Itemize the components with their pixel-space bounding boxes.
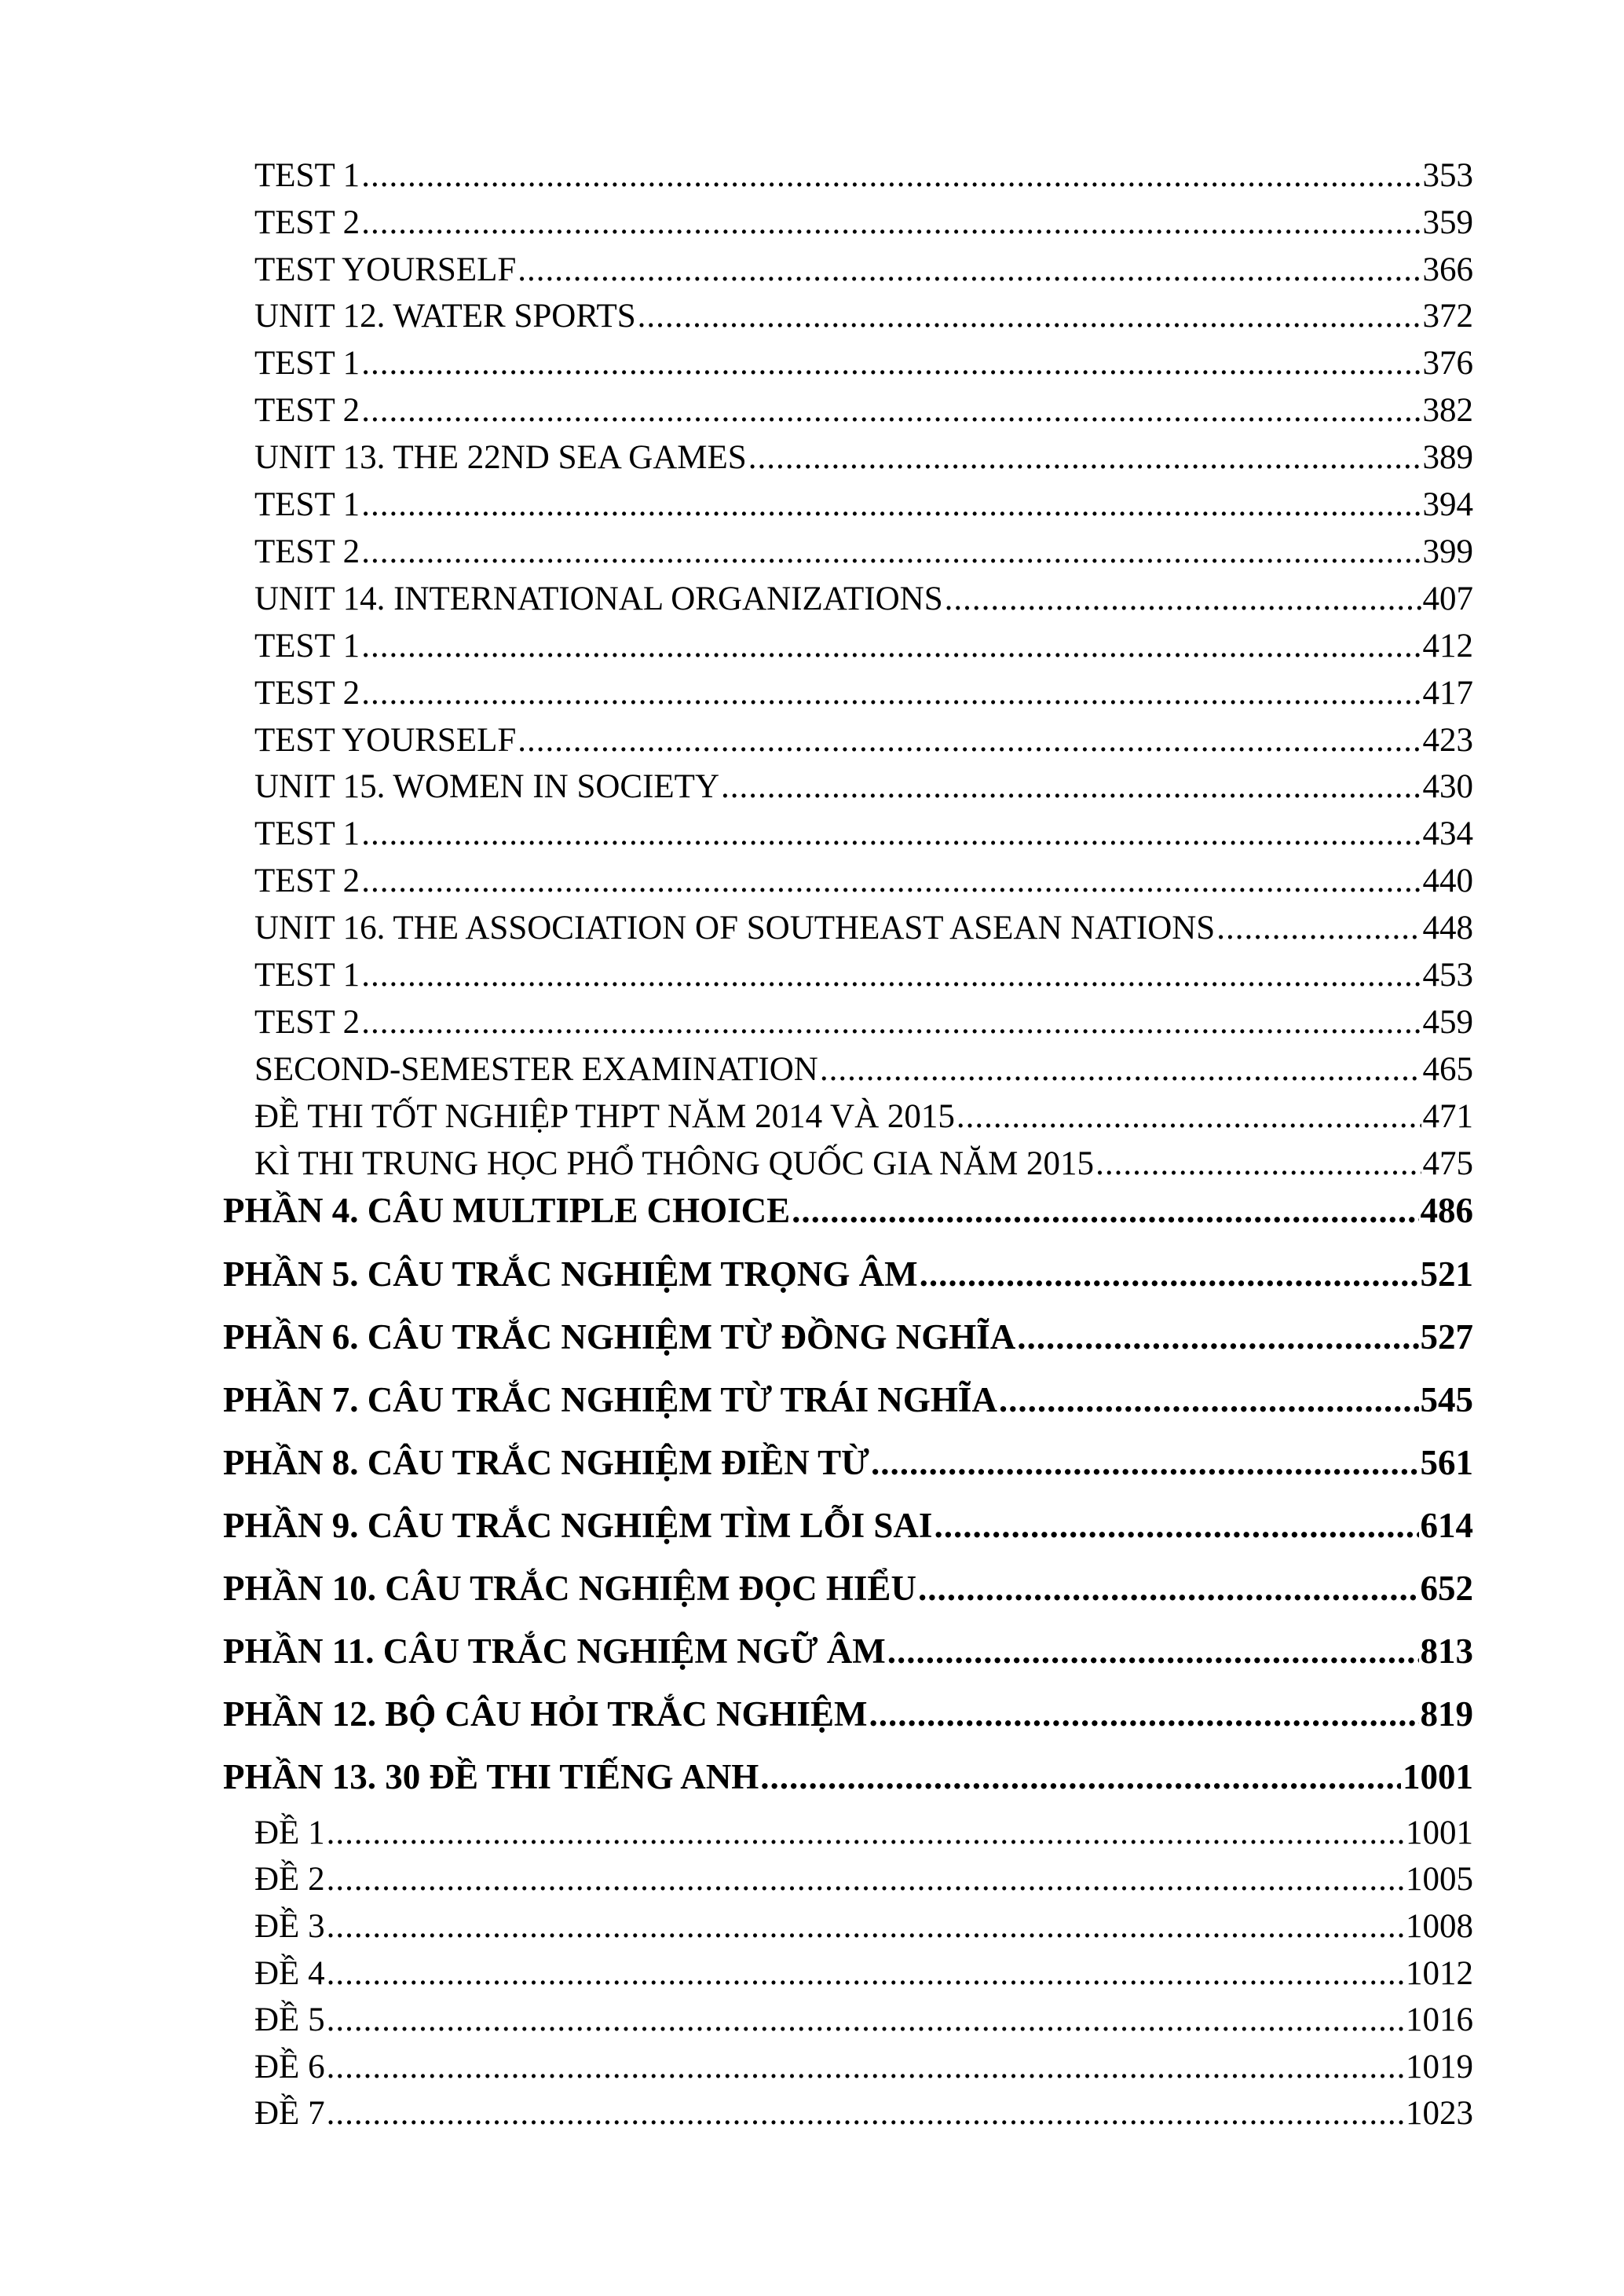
toc-entry-title: UNIT 16. THE ASSOCIATION OF SOUTHEAST ASEAN NATIONS xyxy=(254,910,1216,947)
dot-leader xyxy=(792,1193,1418,1229)
toc-entry-title: KÌ THI TRUNG HỌC PHỔ THÔNG QUỐC GIA NĂM 2015 xyxy=(254,1144,1095,1182)
toc-entry-title: PHẦN 5. CÂU TRẮC NGHIỆM TRỌNG ÂM xyxy=(223,1254,918,1294)
toc-entry-title: TEST 1 xyxy=(254,345,360,383)
toc-entry-title: UNIT 14. INTERNATIONAL ORGANIZATIONS xyxy=(254,580,943,617)
toc-entry-page-number: 1019 xyxy=(1406,2048,1473,2085)
toc-entry-title: ĐỀ THI TỐT NGHIỆP THPT NĂM 2014 VÀ 2015 xyxy=(254,1097,955,1135)
dot-leader xyxy=(869,1697,1418,1732)
toc-entry-title: TEST 1 xyxy=(254,957,360,994)
toc-entry-page-number: 1023 xyxy=(1406,2095,1473,2133)
toc-entry-title: ĐỀ 7 xyxy=(254,2095,325,2133)
toc-entry[interactable] xyxy=(254,911,1473,945)
dot-leader xyxy=(945,582,1421,616)
toc-entry-page-number: 453 xyxy=(1422,957,1473,994)
toc-entry-page-number: 434 xyxy=(1422,815,1473,853)
toc-entry-page-number: 440 xyxy=(1422,862,1473,900)
dot-leader xyxy=(327,2003,1404,2037)
toc-entry-title: UNIT 15. WOMEN IN SOCIETY xyxy=(254,768,720,806)
toc-entry-page-number: 1016 xyxy=(1406,2001,1473,2039)
toc-entry-title: TEST YOURSELF xyxy=(254,721,517,759)
toc-entry-page-number: 389 xyxy=(1422,439,1473,477)
toc-entry[interactable] xyxy=(254,488,1473,522)
toc-entry-title: PHẦN 6. CÂU TRẮC NGHIỆM TỪ ĐỒNG NGHĨA xyxy=(223,1317,1016,1357)
toc-entry[interactable] xyxy=(254,203,1473,241)
toc-entry-page-number: 459 xyxy=(1422,1003,1473,1041)
toc-entry[interactable] xyxy=(254,1050,1473,1088)
toc-entry-page-number: 1008 xyxy=(1406,1907,1473,1945)
toc-entry-page-number: 412 xyxy=(1422,627,1473,665)
toc-section-entry[interactable] xyxy=(223,1317,1473,1357)
toc-entry-title: TEST 2 xyxy=(254,392,360,430)
toc-entry[interactable] xyxy=(254,1861,1473,1899)
toc-entry[interactable] xyxy=(254,1907,1473,1945)
dot-leader xyxy=(327,2050,1404,2084)
dot-leader xyxy=(638,299,1421,333)
toc-entry-title: ĐỀ 2 xyxy=(254,1861,325,1899)
toc-entry[interactable] xyxy=(254,439,1473,477)
toc-entry[interactable] xyxy=(254,582,1473,616)
toc-entry-title: ĐỀ 1 xyxy=(254,1814,325,1851)
toc-entry-page-number: 1012 xyxy=(1406,1954,1473,1992)
toc-entry-page-number: 430 xyxy=(1422,768,1473,806)
toc-entry[interactable] xyxy=(254,676,1473,710)
toc-entry-page-number: 486 xyxy=(1420,1191,1473,1231)
toc-entry-title: TEST YOURSELF xyxy=(254,251,517,288)
dot-leader xyxy=(820,1053,1421,1086)
dot-leader xyxy=(1095,1147,1421,1181)
toc-section-entry[interactable] xyxy=(223,1193,1473,1229)
toc-entry-title: PHẦN 4. CÂU MULTIPLE CHOICE xyxy=(223,1191,791,1231)
dot-leader xyxy=(327,1957,1404,1990)
toc-entry-title: PHẦN 12. BỘ CÂU HỎI TRẮC NGHIỆM xyxy=(223,1694,868,1734)
dot-leader xyxy=(361,864,1421,898)
toc-entry-page-number: 475 xyxy=(1422,1144,1473,1182)
toc-entry-page-number: 448 xyxy=(1422,910,1473,947)
toc-section-entry[interactable] xyxy=(223,1254,1473,1294)
dot-leader xyxy=(361,394,1421,427)
toc-entry-title: UNIT 12. WATER SPORTS xyxy=(254,298,636,335)
toc-section-entry[interactable] xyxy=(223,1506,1473,1546)
toc-entry-title: TEST 2 xyxy=(254,533,360,570)
toc-entry-page-number: 819 xyxy=(1420,1694,1473,1734)
toc-entry[interactable] xyxy=(254,770,1473,804)
toc-entry[interactable] xyxy=(254,1097,1473,1135)
toc-entry-page-number: 382 xyxy=(1422,392,1473,430)
dot-leader xyxy=(887,1634,1419,1669)
toc-section-entry[interactable] xyxy=(223,1382,1473,1418)
toc-entry-title: TEST 2 xyxy=(254,203,360,241)
toc-entry-page-number: 423 xyxy=(1422,721,1473,759)
dot-leader xyxy=(918,1571,1419,1606)
toc-entry-title: PHẦN 13. 30 ĐỀ THI TIẾNG ANH xyxy=(223,1757,759,1797)
dot-leader xyxy=(361,817,1421,851)
toc-entry[interactable] xyxy=(254,156,1473,194)
toc-entry-page-number: 366 xyxy=(1422,251,1473,288)
toc-entry-page-number: 614 xyxy=(1420,1506,1473,1546)
dot-leader xyxy=(327,1862,1404,1896)
toc-entry-title: PHẦN 9. CÂU TRẮC NGHIỆM TÌM LỖI SAI xyxy=(223,1506,933,1546)
toc-entry[interactable] xyxy=(254,299,1473,333)
toc-entry-page-number: 1001 xyxy=(1406,1814,1473,1851)
toc-entry[interactable] xyxy=(254,2095,1473,2133)
toc-entry-title: PHẦN 8. CÂU TRẮC NGHIỆM ĐIỀN TỪ xyxy=(223,1443,869,1483)
toc-entry-page-number: 527 xyxy=(1420,1317,1473,1357)
toc-entry-page-number: 372 xyxy=(1422,298,1473,335)
toc-entry-page-number: 545 xyxy=(1420,1380,1473,1420)
toc-entry-title: PHẦN 10. CÂU TRẮC NGHIỆM ĐỌC HIỂU xyxy=(223,1569,916,1609)
toc-entry-page-number: 407 xyxy=(1422,580,1473,617)
toc-entry[interactable] xyxy=(254,535,1473,569)
toc-entry[interactable] xyxy=(254,345,1473,383)
dot-leader xyxy=(361,488,1421,522)
toc-entry[interactable] xyxy=(254,1816,1473,1850)
toc-entry-title: TEST 2 xyxy=(254,862,360,900)
toc-entry-page-number: 813 xyxy=(1420,1631,1473,1672)
toc-entry-page-number: 394 xyxy=(1422,486,1473,524)
toc-entry[interactable] xyxy=(254,1954,1473,1992)
toc-entry-page-number: 521 xyxy=(1420,1254,1473,1294)
dot-leader xyxy=(361,206,1421,240)
dot-leader xyxy=(920,1257,1419,1292)
toc-entry[interactable] xyxy=(254,864,1473,898)
toc-entry-title: TEST 2 xyxy=(254,1003,360,1041)
toc-entry[interactable] xyxy=(254,2050,1473,2084)
dot-leader xyxy=(361,1005,1421,1039)
dot-leader xyxy=(327,1910,1404,1943)
toc-entry[interactable] xyxy=(254,1005,1473,1039)
dot-leader xyxy=(327,1816,1404,1850)
toc-entry[interactable] xyxy=(254,1144,1473,1182)
toc-entry[interactable] xyxy=(254,392,1473,430)
toc-entry-page-number: 652 xyxy=(1420,1569,1473,1609)
toc-entry-title: PHẦN 11. CÂU TRẮC NGHIỆM NGỮ ÂM xyxy=(223,1631,886,1672)
toc-entry-page-number: 359 xyxy=(1422,203,1473,241)
toc-entry-title: ĐỀ 3 xyxy=(254,1907,325,1945)
toc-entry[interactable] xyxy=(254,2003,1473,2037)
dot-leader xyxy=(871,1445,1419,1481)
toc-entry-title: PHẦN 7. CÂU TRẮC NGHIỆM TỪ TRÁI NGHĨA xyxy=(223,1380,997,1420)
toc-section-entry[interactable] xyxy=(223,1445,1473,1481)
toc-entry[interactable] xyxy=(254,723,1473,757)
dot-leader xyxy=(748,441,1421,474)
dot-leader xyxy=(999,1382,1419,1418)
toc-entry-title: ĐỀ 5 xyxy=(254,2001,325,2039)
dot-leader xyxy=(518,723,1421,757)
dot-leader xyxy=(361,629,1421,663)
toc-entry-title: UNIT 13. THE 22ND SEA GAMES xyxy=(254,439,747,477)
dot-leader xyxy=(518,253,1421,287)
toc-entry[interactable] xyxy=(254,817,1473,851)
dot-leader xyxy=(361,676,1421,710)
toc-entry-title: TEST 2 xyxy=(254,674,360,712)
dot-leader xyxy=(760,1760,1401,1795)
toc-entry-page-number: 376 xyxy=(1422,345,1473,383)
toc-entry[interactable] xyxy=(254,629,1473,663)
toc-entry-page-number: 399 xyxy=(1422,533,1473,570)
dot-leader xyxy=(1216,911,1421,945)
dot-leader xyxy=(956,1100,1421,1133)
dot-leader xyxy=(361,535,1421,569)
toc-entry-page-number: 353 xyxy=(1422,156,1473,194)
toc-section-entry[interactable] xyxy=(223,1631,1473,1672)
toc-entry[interactable] xyxy=(254,253,1473,287)
toc-entry-title: TEST 1 xyxy=(254,627,360,665)
dot-leader xyxy=(361,958,1421,992)
toc-entry-page-number: 1001 xyxy=(1403,1757,1473,1797)
dot-leader xyxy=(1017,1320,1418,1355)
toc-section-entry[interactable] xyxy=(223,1757,1473,1797)
dot-leader xyxy=(721,770,1421,804)
toc-entry[interactable] xyxy=(254,958,1473,992)
toc-entry-title: ĐỀ 4 xyxy=(254,1954,325,1992)
toc-entry-title: TEST 1 xyxy=(254,156,360,194)
toc-entry-page-number: 465 xyxy=(1422,1050,1473,1088)
toc-entry-page-number: 471 xyxy=(1422,1097,1473,1135)
toc-entry-page-number: 1005 xyxy=(1406,1861,1473,1899)
dot-leader xyxy=(327,2096,1404,2130)
dot-leader xyxy=(934,1508,1418,1543)
toc-section-entry[interactable] xyxy=(223,1694,1473,1734)
toc-entry-title: TEST 1 xyxy=(254,815,360,853)
toc-entry-page-number: 417 xyxy=(1422,674,1473,712)
dot-leader xyxy=(361,159,1421,192)
toc-entry-title: TEST 1 xyxy=(254,486,360,524)
toc-entry-title: SECOND-SEMESTER EXAMINATION xyxy=(254,1050,818,1088)
toc-entry-page-number: 561 xyxy=(1420,1443,1473,1483)
dot-leader xyxy=(361,346,1421,380)
toc-entry-title: ĐỀ 6 xyxy=(254,2048,325,2085)
toc-section-entry[interactable] xyxy=(223,1569,1473,1609)
